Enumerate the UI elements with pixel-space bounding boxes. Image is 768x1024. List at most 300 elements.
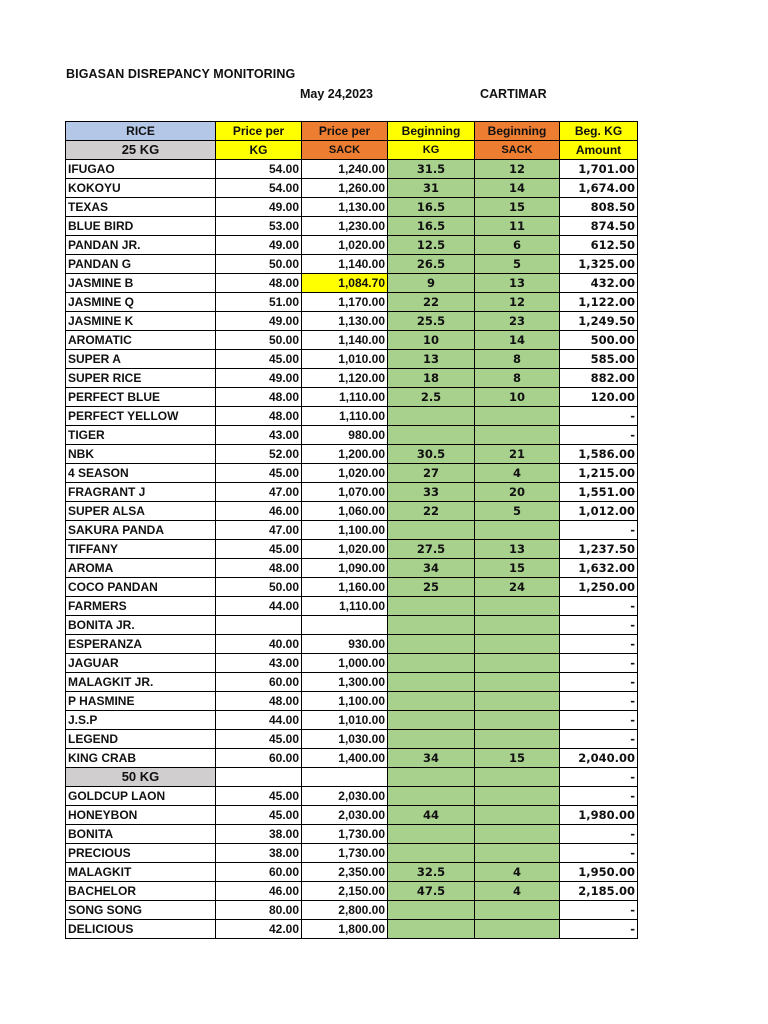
cell-beg-kg[interactable] bbox=[388, 426, 475, 445]
cell-beg-sack[interactable] bbox=[475, 787, 560, 806]
cell-rice-name[interactable]: TIGER bbox=[66, 426, 216, 445]
cell-price-sack[interactable]: 1,010.00 bbox=[302, 711, 388, 730]
cell-rice-name[interactable]: MALAGKIT bbox=[66, 863, 216, 882]
cell-price-kg[interactable]: 46.00 bbox=[216, 882, 302, 901]
cell-price-kg[interactable]: 43.00 bbox=[216, 654, 302, 673]
group-header-row bbox=[66, 768, 638, 787]
cell-rice-name[interactable]: SUPER RICE bbox=[66, 369, 216, 388]
cell-beg-kg[interactable]: 31.5 bbox=[388, 160, 475, 179]
cell-beg-sack[interactable]: 24 bbox=[475, 578, 560, 597]
cell-beg-sack[interactable] bbox=[475, 730, 560, 749]
cell-amount[interactable]: - bbox=[560, 616, 638, 635]
cell-rice-name[interactable]: FARMERS bbox=[66, 597, 216, 616]
cell-price-sack[interactable]: 1,300.00 bbox=[302, 673, 388, 692]
table-row bbox=[66, 312, 638, 331]
cell-beg-kg[interactable]: 18 bbox=[388, 369, 475, 388]
cell-beg-kg[interactable]: 22 bbox=[388, 293, 475, 312]
cell-price-sack[interactable]: 1,030.00 bbox=[302, 730, 388, 749]
cell-price-sack[interactable]: 2,150.00 bbox=[302, 882, 388, 901]
cell-amount[interactable]: - bbox=[560, 635, 638, 654]
cell-price-kg[interactable]: 48.00 bbox=[216, 274, 302, 293]
cell-beg-kg[interactable]: 34 bbox=[388, 749, 475, 768]
cell-amount[interactable]: 808.50 bbox=[560, 198, 638, 217]
cell-beg-sack[interactable] bbox=[475, 426, 560, 445]
cell-price-kg[interactable]: 50.00 bbox=[216, 578, 302, 597]
cell-amount[interactable]: 1,215.00 bbox=[560, 464, 638, 483]
table-row bbox=[66, 217, 638, 236]
cell-beg-kg[interactable]: 30.5 bbox=[388, 445, 475, 464]
cell-beg-kg[interactable]: 10 bbox=[388, 331, 475, 350]
cell-price-sack[interactable]: 1,140.00 bbox=[302, 331, 388, 350]
cell-price-sack[interactable]: 2,350.00 bbox=[302, 863, 388, 882]
cell-amount[interactable]: 1,551.00 bbox=[560, 483, 638, 502]
cell-amount[interactable]: 882.00 bbox=[560, 369, 638, 388]
table-row bbox=[66, 673, 638, 692]
cell-beg-kg[interactable] bbox=[388, 692, 475, 711]
cell-rice-name[interactable]: SONG SONG bbox=[66, 901, 216, 920]
cell-amount[interactable]: 2,040.00 bbox=[560, 749, 638, 768]
cell-price-kg[interactable]: 48.00 bbox=[216, 559, 302, 578]
cell-amount[interactable]: 1,012.00 bbox=[560, 502, 638, 521]
cell-beg-kg[interactable]: 34 bbox=[388, 559, 475, 578]
cell-beg-sack[interactable] bbox=[475, 844, 560, 863]
cell-amount[interactable]: 1,122.00 bbox=[560, 293, 638, 312]
cell-beg-sack[interactable] bbox=[475, 920, 560, 939]
cell-beg-sack[interactable]: 12 bbox=[475, 293, 560, 312]
cell-price-kg[interactable]: 44.00 bbox=[216, 711, 302, 730]
cell-price-kg[interactable]: 40.00 bbox=[216, 635, 302, 654]
cell-beg-kg[interactable]: 13 bbox=[388, 350, 475, 369]
cell-amount[interactable]: - bbox=[560, 711, 638, 730]
cell-beg-sack[interactable] bbox=[475, 825, 560, 844]
col-header-beginning-sack[interactable]: Beginning bbox=[475, 122, 560, 141]
cell-amount[interactable]: 1,950.00 bbox=[560, 863, 638, 882]
cell-amount[interactable]: - bbox=[560, 654, 638, 673]
cell-amount[interactable]: 1,325.00 bbox=[560, 255, 638, 274]
cell-price-sack[interactable]: 1,400.00 bbox=[302, 749, 388, 768]
cell-beg-sack[interactable]: 13 bbox=[475, 540, 560, 559]
cell-price-sack[interactable]: 1,020.00 bbox=[302, 540, 388, 559]
cell-rice-name[interactable]: PERFECT BLUE bbox=[66, 388, 216, 407]
cell-price-sack[interactable]: 1,010.00 bbox=[302, 350, 388, 369]
cell-price-kg[interactable]: 42.00 bbox=[216, 920, 302, 939]
cell-beg-kg[interactable]: 33 bbox=[388, 483, 475, 502]
cell-beg-kg[interactable] bbox=[388, 825, 475, 844]
cell-beg-sack[interactable] bbox=[475, 616, 560, 635]
cell-rice-name[interactable]: J.S.P bbox=[66, 711, 216, 730]
table-row bbox=[66, 901, 638, 920]
cell-rice-name[interactable]: JASMINE Q bbox=[66, 293, 216, 312]
cell-amount[interactable]: - bbox=[560, 692, 638, 711]
cell-price-sack[interactable]: 1,170.00 bbox=[302, 293, 388, 312]
cell-beg-sack[interactable]: 12 bbox=[475, 160, 560, 179]
cell-beg-kg[interactable] bbox=[388, 654, 475, 673]
cell-price-sack[interactable]: 1,084.70 bbox=[302, 274, 388, 293]
cell-beg-sack[interactable]: 8 bbox=[475, 350, 560, 369]
cell-rice-name[interactable]: HONEYBON bbox=[66, 806, 216, 825]
header-row bbox=[66, 122, 638, 141]
table-row bbox=[66, 654, 638, 673]
cell-price-kg[interactable]: 38.00 bbox=[216, 825, 302, 844]
table-row bbox=[66, 863, 638, 882]
cell-beg-kg[interactable] bbox=[388, 711, 475, 730]
table-row bbox=[66, 711, 638, 730]
cell-beg-sack[interactable]: 15 bbox=[475, 749, 560, 768]
table-row bbox=[66, 920, 638, 939]
table-row bbox=[66, 540, 638, 559]
cell-price-kg[interactable]: 49.00 bbox=[216, 312, 302, 331]
cell-amount[interactable]: 874.50 bbox=[560, 217, 638, 236]
col-header-beginning-kg[interactable]: Beginning bbox=[388, 122, 475, 141]
cell-beg-sack[interactable] bbox=[475, 692, 560, 711]
cell-rice-name[interactable]: PANDAN G bbox=[66, 255, 216, 274]
cell-rice-name[interactable]: TIFFANY bbox=[66, 540, 216, 559]
table-row bbox=[66, 236, 638, 255]
table-row bbox=[66, 825, 638, 844]
cell-amount[interactable]: 1,586.00 bbox=[560, 445, 638, 464]
table-row bbox=[66, 350, 638, 369]
cell-beg-sack[interactable]: 5 bbox=[475, 255, 560, 274]
table-row bbox=[66, 787, 638, 806]
cell-amount[interactable]: 1,249.50 bbox=[560, 312, 638, 331]
cell-rice-name[interactable]: KOKOYU bbox=[66, 179, 216, 198]
cell-price-sack[interactable]: 1,730.00 bbox=[302, 825, 388, 844]
col-header-price-per-sack[interactable]: Price per bbox=[302, 122, 388, 141]
cell-price-kg[interactable]: 60.00 bbox=[216, 863, 302, 882]
cell-price-sack[interactable]: 2,800.00 bbox=[302, 901, 388, 920]
cell-beg-sack[interactable] bbox=[475, 635, 560, 654]
cell-beg-kg[interactable]: 26.5 bbox=[388, 255, 475, 274]
col-subheader-beg-kg[interactable]: KG bbox=[388, 141, 475, 160]
cell-price-sack[interactable]: 1,020.00 bbox=[302, 464, 388, 483]
table-row bbox=[66, 692, 638, 711]
cell-price-kg[interactable]: 48.00 bbox=[216, 388, 302, 407]
cell-beg-kg[interactable]: 31 bbox=[388, 179, 475, 198]
table-row bbox=[66, 445, 638, 464]
table-row bbox=[66, 407, 638, 426]
cell-beg-kg[interactable]: 16.5 bbox=[388, 198, 475, 217]
cell-beg-sack[interactable]: 15 bbox=[475, 559, 560, 578]
table-row bbox=[66, 635, 638, 654]
cell-price-sack[interactable]: 1,140.00 bbox=[302, 255, 388, 274]
cell-amount[interactable]: - bbox=[560, 844, 638, 863]
cell-price-kg[interactable]: 45.00 bbox=[216, 806, 302, 825]
cell-amount[interactable]: - bbox=[560, 901, 638, 920]
rice-inventory-table bbox=[65, 121, 638, 939]
cell-amount[interactable]: 1,250.00 bbox=[560, 578, 638, 597]
cell-price-kg[interactable]: 53.00 bbox=[216, 217, 302, 236]
cell-beg-kg[interactable]: 9 bbox=[388, 274, 475, 293]
cell-beg-sack[interactable]: 14 bbox=[475, 331, 560, 350]
cell-price-sack[interactable]: 930.00 bbox=[302, 635, 388, 654]
table-row bbox=[66, 806, 638, 825]
cell-amount[interactable]: - bbox=[560, 920, 638, 939]
cell-beg-sack[interactable]: 8 bbox=[475, 369, 560, 388]
cell-price-sack[interactable]: 1,260.00 bbox=[302, 179, 388, 198]
cell-price-kg[interactable]: 80.00 bbox=[216, 901, 302, 920]
cell-price-sack[interactable]: 1,100.00 bbox=[302, 692, 388, 711]
cell-price-sack[interactable]: 2,030.00 bbox=[302, 806, 388, 825]
col-subheader-sack[interactable]: SACK bbox=[302, 141, 388, 160]
cell-price-sack[interactable]: 1,110.00 bbox=[302, 407, 388, 426]
cell-price-kg[interactable]: 49.00 bbox=[216, 236, 302, 255]
cell-price-sack[interactable]: 1,060.00 bbox=[302, 502, 388, 521]
cell-rice-name[interactable]: PRECIOUS bbox=[66, 844, 216, 863]
cell-amount[interactable]: - bbox=[560, 426, 638, 445]
cell-price-sack[interactable]: 1,120.00 bbox=[302, 369, 388, 388]
table-row bbox=[66, 274, 638, 293]
report-date: May 24,2023 bbox=[300, 87, 373, 101]
cell-price-kg[interactable]: 47.00 bbox=[216, 483, 302, 502]
cell-amount[interactable]: 1,237.50 bbox=[560, 540, 638, 559]
group-label[interactable]: 25 KG bbox=[66, 141, 216, 160]
cell-price-kg[interactable]: 52.00 bbox=[216, 445, 302, 464]
cell-beg-sack[interactable] bbox=[475, 407, 560, 426]
cell-rice-name[interactable]: IFUGAO bbox=[66, 160, 216, 179]
cell-rice-name[interactable]: KING CRAB bbox=[66, 749, 216, 768]
table-row bbox=[66, 255, 638, 274]
cell-beg-kg[interactable] bbox=[388, 407, 475, 426]
cell-price-kg[interactable]: 49.00 bbox=[216, 198, 302, 217]
cell-rice-name[interactable]: PANDAN JR. bbox=[66, 236, 216, 255]
cell-rice-name[interactable]: AROMATIC bbox=[66, 331, 216, 350]
table-row bbox=[66, 578, 638, 597]
cell-price-kg[interactable]: 54.00 bbox=[216, 179, 302, 198]
cell-rice-name[interactable]: SUPER ALSA bbox=[66, 502, 216, 521]
cell-beg-kg[interactable] bbox=[388, 768, 475, 787]
table-row bbox=[66, 160, 638, 179]
cell-price-sack[interactable]: 1,100.00 bbox=[302, 521, 388, 540]
cell-beg-kg[interactable]: 25 bbox=[388, 578, 475, 597]
cell-amount[interactable]: - bbox=[560, 787, 638, 806]
table-row bbox=[66, 293, 638, 312]
cell-rice-name[interactable]: DELICIOUS bbox=[66, 920, 216, 939]
table-row bbox=[66, 844, 638, 863]
cell-price-sack[interactable]: 1,730.00 bbox=[302, 844, 388, 863]
cell-rice-name[interactable]: 4 SEASON bbox=[66, 464, 216, 483]
cell-beg-sack[interactable]: 6 bbox=[475, 236, 560, 255]
cell-price-sack[interactable] bbox=[302, 768, 388, 787]
cell-amount[interactable]: 2,185.00 bbox=[560, 882, 638, 901]
cell-price-sack[interactable]: 1,110.00 bbox=[302, 597, 388, 616]
cell-amount[interactable]: - bbox=[560, 597, 638, 616]
table-body bbox=[66, 141, 638, 939]
cell-beg-kg[interactable]: 32.5 bbox=[388, 863, 475, 882]
cell-beg-sack[interactable] bbox=[475, 673, 560, 692]
report-location: CARTIMAR bbox=[480, 87, 547, 101]
group-label[interactable]: 50 KG bbox=[66, 768, 216, 787]
cell-beg-sack[interactable] bbox=[475, 768, 560, 787]
cell-rice-name[interactable]: COCO PANDAN bbox=[66, 578, 216, 597]
cell-price-kg[interactable]: 47.00 bbox=[216, 521, 302, 540]
cell-amount[interactable]: 585.00 bbox=[560, 350, 638, 369]
cell-price-sack[interactable]: 980.00 bbox=[302, 426, 388, 445]
cell-rice-name[interactable]: SAKURA PANDA bbox=[66, 521, 216, 540]
cell-beg-sack[interactable]: 10 bbox=[475, 388, 560, 407]
cell-rice-name[interactable]: ESPERANZA bbox=[66, 635, 216, 654]
cell-rice-name[interactable]: PERFECT YELLOW bbox=[66, 407, 216, 426]
cell-rice-name[interactable]: BACHELOR bbox=[66, 882, 216, 901]
cell-beg-kg[interactable] bbox=[388, 844, 475, 863]
cell-price-kg[interactable]: 45.00 bbox=[216, 464, 302, 483]
cell-beg-sack[interactable]: 23 bbox=[475, 312, 560, 331]
cell-rice-name[interactable]: TEXAS bbox=[66, 198, 216, 217]
cell-beg-kg[interactable] bbox=[388, 521, 475, 540]
cell-rice-name[interactable]: JAGUAR bbox=[66, 654, 216, 673]
cell-price-sack[interactable]: 1,230.00 bbox=[302, 217, 388, 236]
cell-price-kg[interactable]: 60.00 bbox=[216, 749, 302, 768]
cell-price-kg[interactable]: 45.00 bbox=[216, 787, 302, 806]
cell-amount[interactable]: 612.50 bbox=[560, 236, 638, 255]
cell-price-kg[interactable]: 43.00 bbox=[216, 426, 302, 445]
cell-amount[interactable]: 1,980.00 bbox=[560, 806, 638, 825]
cell-price-kg[interactable]: 48.00 bbox=[216, 407, 302, 426]
cell-price-sack[interactable]: 1,000.00 bbox=[302, 654, 388, 673]
cell-amount[interactable]: 432.00 bbox=[560, 274, 638, 293]
cell-price-sack[interactable]: 1,110.00 bbox=[302, 388, 388, 407]
cell-beg-sack[interactable]: 4 bbox=[475, 882, 560, 901]
cell-beg-kg[interactable]: 25.5 bbox=[388, 312, 475, 331]
cell-price-sack[interactable]: 1,240.00 bbox=[302, 160, 388, 179]
cell-price-sack[interactable]: 1,200.00 bbox=[302, 445, 388, 464]
cell-rice-name[interactable]: JASMINE K bbox=[66, 312, 216, 331]
cell-price-kg[interactable]: 45.00 bbox=[216, 350, 302, 369]
cell-price-kg[interactable]: 44.00 bbox=[216, 597, 302, 616]
cell-beg-kg[interactable]: 16.5 bbox=[388, 217, 475, 236]
cell-price-kg[interactable]: 48.00 bbox=[216, 692, 302, 711]
cell-amount[interactable]: 1,674.00 bbox=[560, 179, 638, 198]
cell-amount[interactable]: - bbox=[560, 825, 638, 844]
table-row bbox=[66, 597, 638, 616]
cell-beg-kg[interactable]: 27.5 bbox=[388, 540, 475, 559]
table-row bbox=[66, 882, 638, 901]
col-header-beg-kg-amount[interactable]: Beg. KG bbox=[560, 122, 638, 141]
cell-amount[interactable]: 1,632.00 bbox=[560, 559, 638, 578]
cell-beg-kg[interactable]: 12.5 bbox=[388, 236, 475, 255]
cell-price-kg[interactable] bbox=[216, 768, 302, 787]
cell-beg-sack[interactable]: 11 bbox=[475, 217, 560, 236]
cell-price-sack[interactable]: 1,020.00 bbox=[302, 236, 388, 255]
table-row bbox=[66, 464, 638, 483]
cell-beg-sack[interactable] bbox=[475, 521, 560, 540]
col-header-rice[interactable]: RICE bbox=[66, 122, 216, 141]
cell-beg-sack[interactable] bbox=[475, 711, 560, 730]
cell-price-sack[interactable]: 1,130.00 bbox=[302, 312, 388, 331]
cell-beg-sack[interactable]: 13 bbox=[475, 274, 560, 293]
col-subheader-amount[interactable]: Amount bbox=[560, 141, 638, 160]
cell-rice-name[interactable]: BONITA JR. bbox=[66, 616, 216, 635]
table-row bbox=[66, 179, 638, 198]
cell-price-kg[interactable]: 46.00 bbox=[216, 502, 302, 521]
cell-beg-kg[interactable] bbox=[388, 901, 475, 920]
cell-amount[interactable]: - bbox=[560, 768, 638, 787]
cell-rice-name[interactable]: BONITA bbox=[66, 825, 216, 844]
cell-price-sack[interactable]: 1,130.00 bbox=[302, 198, 388, 217]
cell-beg-kg[interactable]: 2.5 bbox=[388, 388, 475, 407]
cell-rice-name[interactable]: BLUE BIRD bbox=[66, 217, 216, 236]
cell-rice-name[interactable]: JASMINE B bbox=[66, 274, 216, 293]
cell-rice-name[interactable]: P HASMINE bbox=[66, 692, 216, 711]
table-row bbox=[66, 483, 638, 502]
cell-beg-kg[interactable] bbox=[388, 787, 475, 806]
col-header-price-per-kg[interactable]: Price per bbox=[216, 122, 302, 141]
cell-beg-sack[interactable]: 4 bbox=[475, 863, 560, 882]
cell-rice-name[interactable]: NBK bbox=[66, 445, 216, 464]
cell-amount[interactable]: 120.00 bbox=[560, 388, 638, 407]
cell-beg-kg[interactable] bbox=[388, 730, 475, 749]
cell-price-sack[interactable] bbox=[302, 616, 388, 635]
cell-beg-sack[interactable]: 20 bbox=[475, 483, 560, 502]
cell-price-kg[interactable]: 54.00 bbox=[216, 160, 302, 179]
cell-price-sack[interactable]: 1,070.00 bbox=[302, 483, 388, 502]
cell-price-kg[interactable]: 51.00 bbox=[216, 293, 302, 312]
cell-beg-sack[interactable] bbox=[475, 901, 560, 920]
cell-price-sack[interactable]: 1,090.00 bbox=[302, 559, 388, 578]
cell-price-sack[interactable]: 2,030.00 bbox=[302, 787, 388, 806]
table-row bbox=[66, 730, 638, 749]
cell-beg-sack[interactable] bbox=[475, 597, 560, 616]
cell-price-kg[interactable]: 60.00 bbox=[216, 673, 302, 692]
cell-beg-sack[interactable]: 4 bbox=[475, 464, 560, 483]
cell-price-kg[interactable]: 50.00 bbox=[216, 255, 302, 274]
cell-rice-name[interactable]: LEGEND bbox=[66, 730, 216, 749]
cell-beg-kg[interactable] bbox=[388, 616, 475, 635]
group-header-row bbox=[66, 141, 638, 160]
col-subheader-kg[interactable]: KG bbox=[216, 141, 302, 160]
cell-beg-sack[interactable] bbox=[475, 806, 560, 825]
cell-amount[interactable]: - bbox=[560, 673, 638, 692]
cell-price-kg[interactable]: 49.00 bbox=[216, 369, 302, 388]
cell-rice-name[interactable]: GOLDCUP LAON bbox=[66, 787, 216, 806]
cell-beg-sack[interactable]: 5 bbox=[475, 502, 560, 521]
cell-beg-sack[interactable] bbox=[475, 654, 560, 673]
cell-beg-kg[interactable] bbox=[388, 673, 475, 692]
cell-price-kg[interactable]: 50.00 bbox=[216, 331, 302, 350]
table-row bbox=[66, 502, 638, 521]
cell-beg-kg[interactable]: 44 bbox=[388, 806, 475, 825]
cell-amount[interactable]: 1,701.00 bbox=[560, 160, 638, 179]
cell-price-kg[interactable]: 38.00 bbox=[216, 844, 302, 863]
cell-beg-kg[interactable]: 47.5 bbox=[388, 882, 475, 901]
cell-amount[interactable]: - bbox=[560, 730, 638, 749]
cell-price-kg[interactable] bbox=[216, 616, 302, 635]
cell-beg-kg[interactable]: 22 bbox=[388, 502, 475, 521]
cell-rice-name[interactable]: MALAGKIT JR. bbox=[66, 673, 216, 692]
table-row bbox=[66, 198, 638, 217]
cell-rice-name[interactable]: SUPER A bbox=[66, 350, 216, 369]
cell-beg-kg[interactable] bbox=[388, 920, 475, 939]
cell-beg-sack[interactable]: 15 bbox=[475, 198, 560, 217]
cell-rice-name[interactable]: AROMA bbox=[66, 559, 216, 578]
col-subheader-beg-sack[interactable]: SACK bbox=[475, 141, 560, 160]
cell-amount[interactable]: - bbox=[560, 521, 638, 540]
cell-rice-name[interactable]: FRAGRANT J bbox=[66, 483, 216, 502]
cell-price-kg[interactable]: 45.00 bbox=[216, 540, 302, 559]
cell-beg-kg[interactable] bbox=[388, 635, 475, 654]
cell-beg-sack[interactable]: 14 bbox=[475, 179, 560, 198]
cell-price-sack[interactable]: 1,160.00 bbox=[302, 578, 388, 597]
cell-price-kg[interactable]: 45.00 bbox=[216, 730, 302, 749]
cell-beg-kg[interactable]: 27 bbox=[388, 464, 475, 483]
table-row bbox=[66, 559, 638, 578]
cell-amount[interactable]: 500.00 bbox=[560, 331, 638, 350]
table-row bbox=[66, 369, 638, 388]
cell-beg-kg[interactable] bbox=[388, 597, 475, 616]
report-title: BIGASAN DISREPANCY MONITORING bbox=[66, 67, 296, 81]
cell-price-sack[interactable]: 1,800.00 bbox=[302, 920, 388, 939]
cell-amount[interactable]: - bbox=[560, 407, 638, 426]
cell-beg-sack[interactable]: 21 bbox=[475, 445, 560, 464]
